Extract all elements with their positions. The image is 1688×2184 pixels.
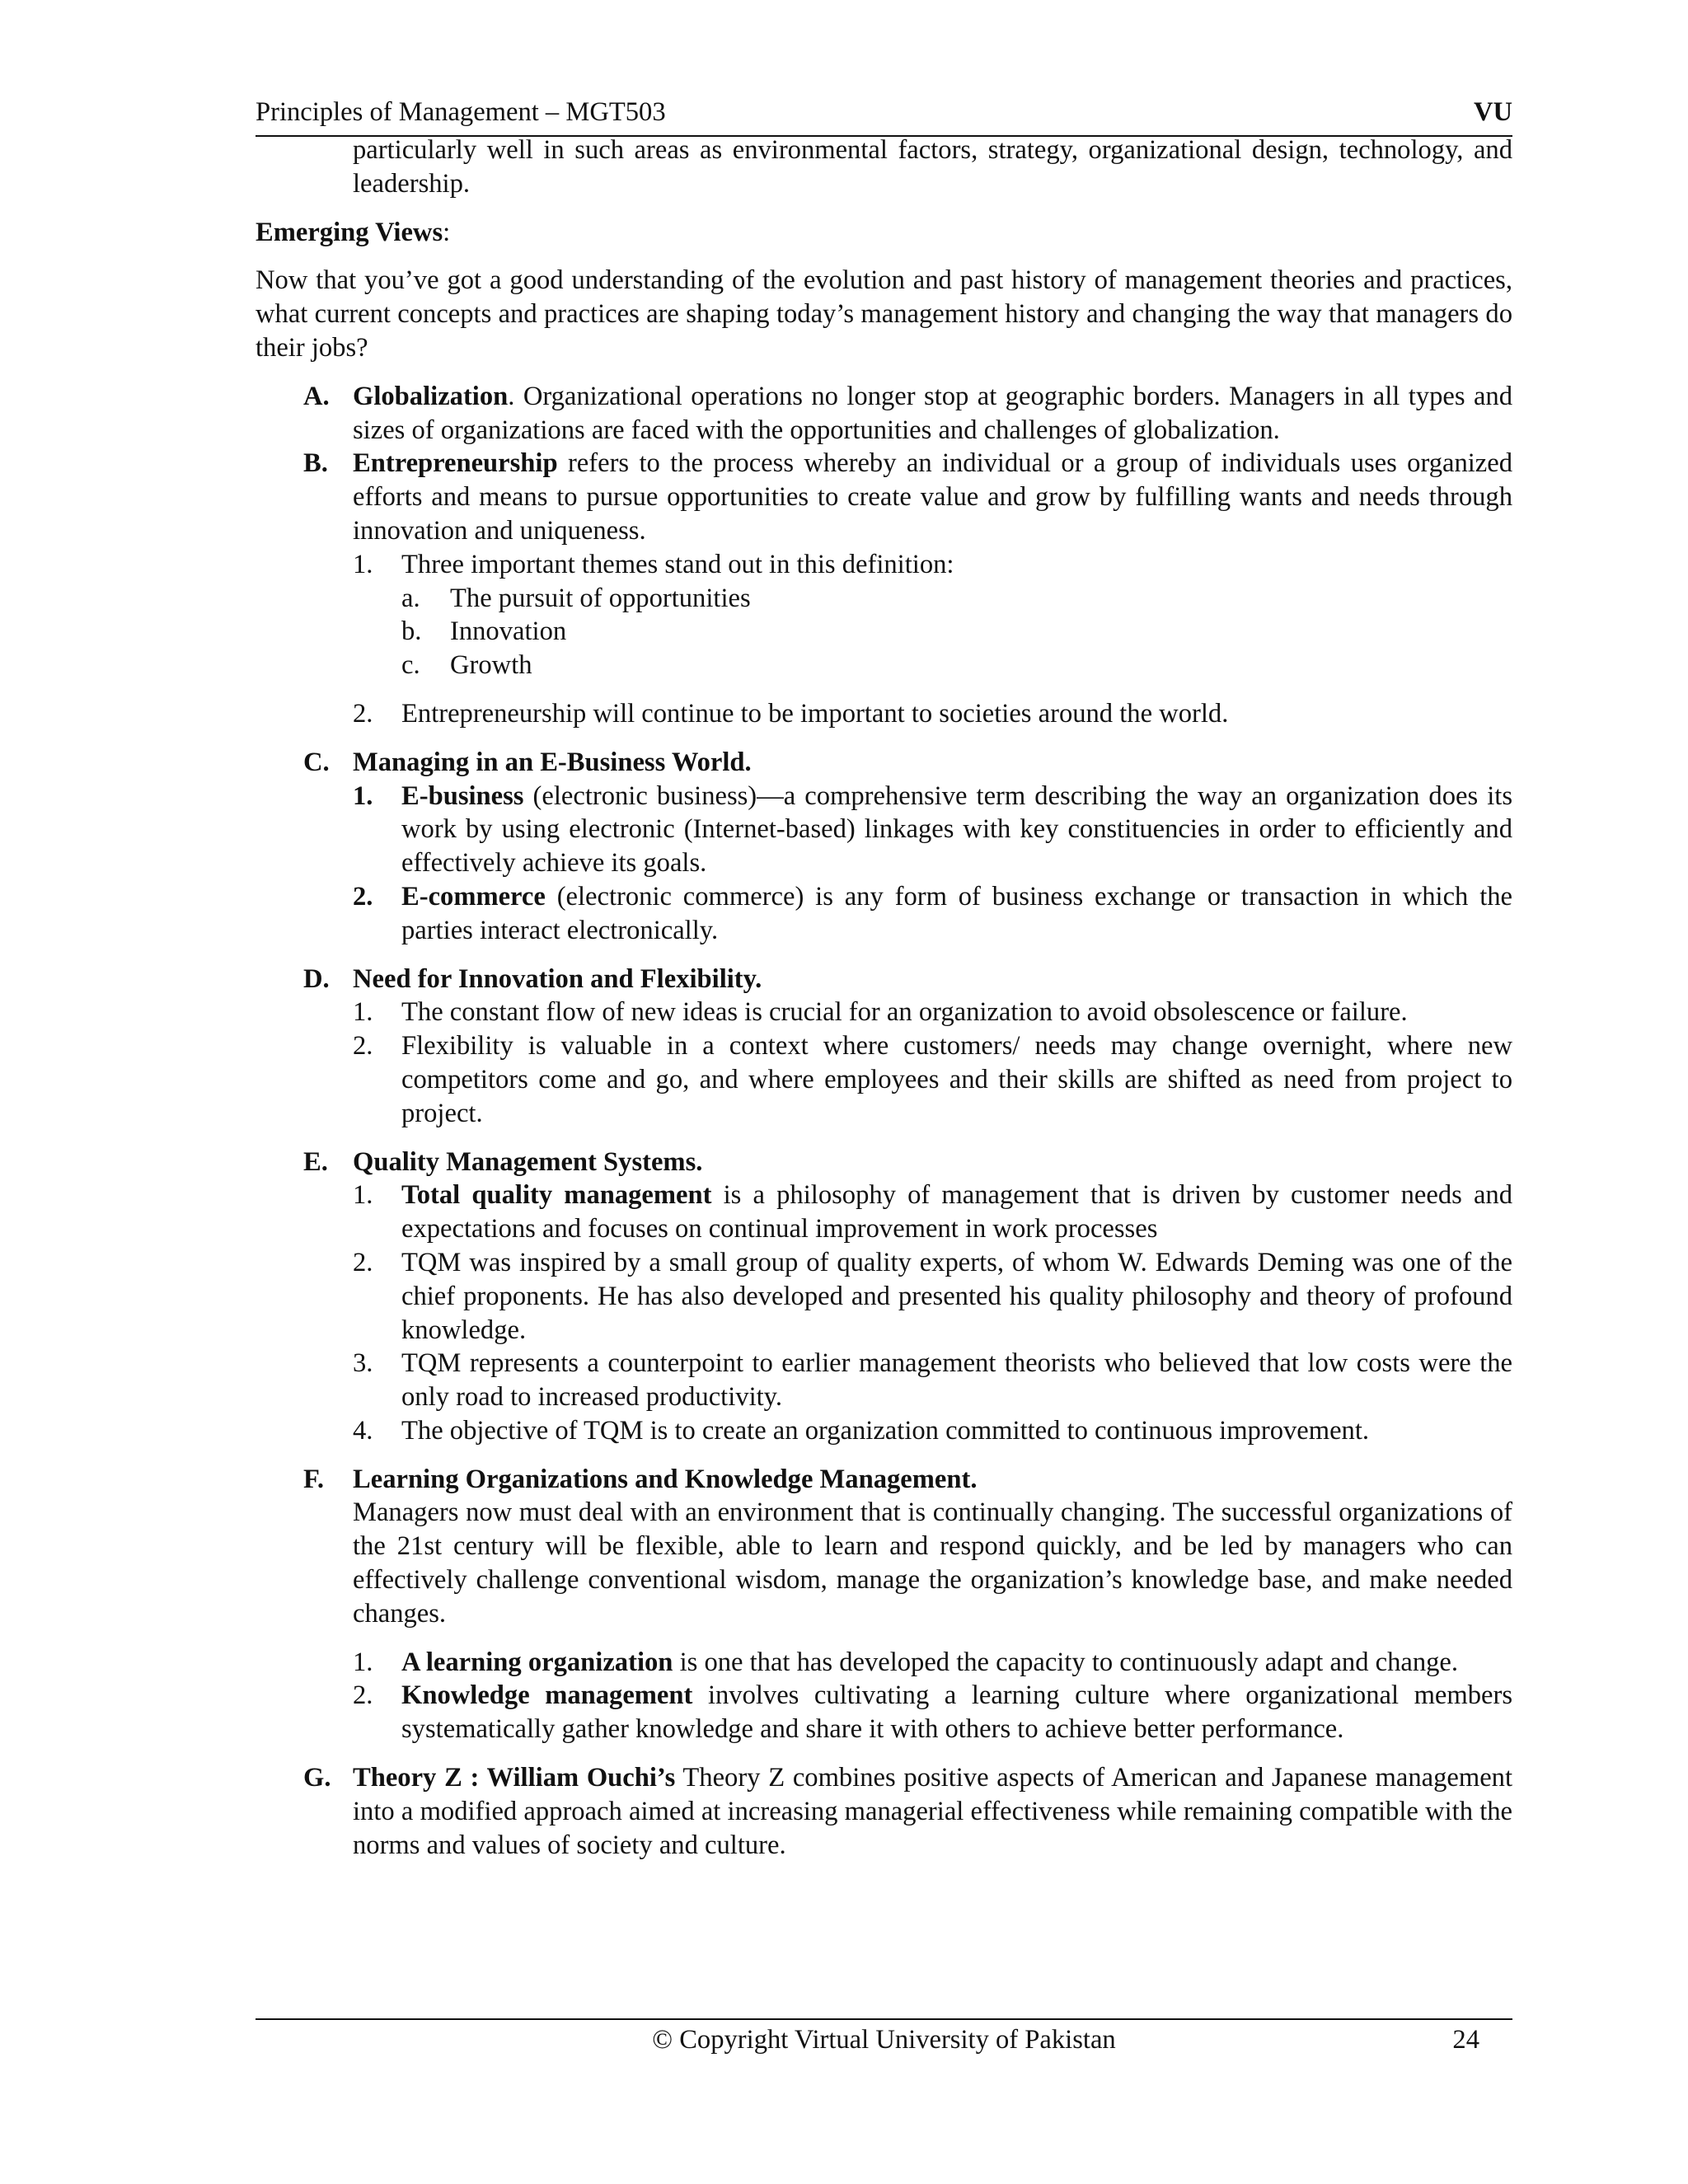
page-number: 24	[1452, 2025, 1479, 2055]
list-item: 2. E-commerce (electronic commerce) is any form of business exchange or transaction in which the parties interact electronically.	[353, 881, 1512, 945]
list-item-innovation: D. Need for Innovation and Flexibility.	[303, 963, 762, 994]
intro-paragraph: Now that you’ve got a good understanding of the evolution and past history of management theories and practices, what current concepts and practices are shaping today’s management history and changing the way that managers do their jobs?	[256, 265, 1512, 363]
list-item: a. The pursuit of opportunities	[401, 583, 751, 613]
list-item: 1. The constant flow of new ideas is crucial for an organization to avoid obsolescence or failure.	[353, 997, 1408, 1028]
list-item: 1. Three important themes stand out in this definition:	[353, 549, 954, 579]
list-item-learning-orgs: F. Learning Organizations and Knowledge Management.	[303, 1464, 978, 1494]
page-footer	[256, 2018, 1512, 2055]
section-heading: Emerging Views:	[256, 217, 451, 247]
page-content	[256, 134, 1512, 1862]
copyright-notice: © Copyright Virtual University of Pakistan	[652, 2025, 1116, 2055]
list-item-globalization: A. Globalization. Organizational operations no longer stop at geographic borders. Managers in all types and sizes of organizations are faced with the opportunities and challenges of globalization.	[303, 381, 1512, 445]
list-item: 2. Knowledge management involves cultivating a learning culture where organizational members systematically gather knowledge and share it with others to achieve better performance.	[353, 1680, 1513, 1745]
list-item: 4. The objective of TQM is to create an organization committed to continuous improvement.	[353, 1415, 1370, 1446]
list-item: c. Growth	[401, 650, 532, 681]
vu-logo-text: VU	[1473, 97, 1512, 127]
course-title: Principles of Management – MGT503	[256, 97, 666, 127]
list-item: 1. Total quality management is a philosophy of management that is driven by customer needs and expectations and focuses on continual improvement in work processes	[353, 1180, 1513, 1244]
list-item: 3. TQM represents a counterpoint to earlier management theorists who believed that low costs were the only road to increased productivity.	[353, 1348, 1512, 1413]
list-item-quality: E. Quality Management Systems.	[303, 1146, 703, 1177]
list-item: 1. A learning organization is one that has developed the capacity to continuously adapt and change.	[353, 1647, 1459, 1677]
page-header	[256, 96, 1512, 137]
list-item: 1. E-business (electronic business)—a comprehensive term describing the way an organization does its work by using electronic (Internet-based) linkages with key constituencies in order to efficiently and effectively achieve its goals.	[353, 780, 1512, 879]
list-item-e-business: C. Managing in an E-Business World.	[303, 747, 752, 777]
list-item: 2. Entrepreneurship will continue to be important to societies around the world.	[353, 698, 1229, 729]
continuation-paragraph: particularly well in such areas as environmental factors, strategy, organizational design, technology, and leadership.	[353, 135, 1512, 199]
list-item: b. Innovation	[401, 616, 567, 647]
list-item-theory-z: G. Theory Z : William Ouchi’s Theory Z combines positive aspects of American and Japanese management into a modified approach aimed at increasing managerial effectiveness while remaining compatible with the norms and values of society and culture.	[303, 1763, 1512, 1860]
learning-orgs-paragraph: Managers now must deal with an environment that is continually changing. The successful organizations of the 21st century will be flexible, able to learn and respond quickly, and be led by managers who can effectively challenge conventional wisdom, manage the organization’s knowledge base, and make needed changes.	[353, 1497, 1512, 1629]
list-item: 2. TQM was inspired by a small group of quality experts, of whom W. Edwards Deming was one of the chief proponents. He has also developed and presented his quality philosophy and theory of profound knowledge.	[353, 1247, 1512, 1345]
list-item: 2. Flexibility is valuable in a context where customers/ needs may change overnight, where new competitors come and go, and where employees and their skills are shifted as need from project to project.	[353, 1031, 1512, 1128]
list-item-entrepreneurship: B. Entrepreneurship refers to the process whereby an individual or a group of individuals uses organized efforts and means to pursue opportunities to create value and grow by fulfilling wants and needs through innovation and uniqueness.	[303, 448, 1512, 546]
